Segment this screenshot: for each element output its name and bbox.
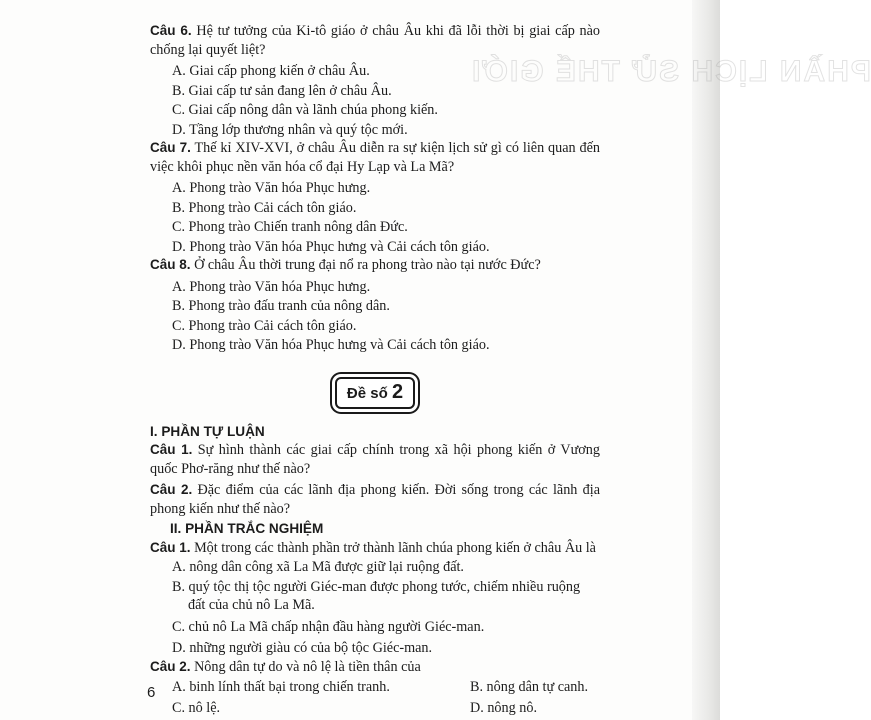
essay-question-1 (150, 441, 600, 478)
page-number: 6 (147, 684, 156, 701)
question-stem: Ở châu Âu thời trung đại nổ ra phong trào nào tại nước Đức? (194, 257, 541, 273)
question-stem: Nông dân tự do và nô lệ là tiền thân của (194, 658, 421, 675)
options-row-2 (150, 699, 600, 718)
question-stem: Đặc điểm của các lãnh địa phong kiến. Đời sống trong các lãnh địa phong kiến như thế nào? (150, 482, 600, 517)
question-stem: Sự hình thành các giai cấp chính trong xã hội phong kiến ở Vương quốc Phơ-răng như thế nào? (150, 442, 600, 477)
option-c: C. Phong trào Chiến tranh nông dân Đức. (172, 219, 408, 235)
question-number: Câu 1. (150, 539, 191, 555)
question-8 (150, 256, 600, 355)
exam-number-badge-wrap (150, 377, 600, 411)
book-spine-shadow (692, 0, 720, 720)
section-heading-multiple-choice: II. PHẦN TRẮC NGHIỆM (170, 521, 324, 536)
question-stem: Một trong các thành phần trở thành lãnh chúa phong kiến ở châu Âu là (194, 539, 596, 556)
option-a: A. Giai cấp phong kiến ở châu Âu. (172, 63, 370, 79)
option-b: B. Phong trào Cải cách tôn giáo. (172, 199, 357, 216)
option-a: A. Phong trào Văn hóa Phục hưng. (172, 180, 371, 196)
option-d: D. những người giàu có của bộ tộc Giéc-man. (172, 640, 433, 656)
question-number: Câu 6. (150, 23, 192, 38)
option-c: C. chủ nô La Mã chấp nhận đầu hàng người Giéc-man. (172, 618, 485, 635)
option-c: C. nô lệ. (172, 699, 221, 716)
option-b: B. quý tộc thị tộc người Giéc-man được phong tước, chiếm nhiều ruộng đất của chủ nô La Mã. (172, 578, 581, 613)
question-7 (150, 139, 600, 256)
essay-question-2 (150, 481, 600, 518)
section-heading-essay: I. PHẦN TỰ LUẬN (150, 423, 265, 439)
bleed-through-watermark: PHẦN LỊCH SỬ THẾ GIỚI (470, 55, 871, 88)
exam-label: Đề số (346, 384, 388, 402)
option-a: A. Phong trào Văn hóa Phục hưng. (172, 278, 371, 295)
question-number: Câu 1. (150, 442, 193, 457)
option-d: D. nông nô. (470, 699, 537, 716)
question-number: Câu 7. (150, 140, 191, 155)
question-stem: Hệ tư tưởng của Ki-tô giáo ở châu Âu khi đã lỗi thời bị giai cấp nào chống lại quyết liệt? (150, 23, 601, 58)
question-6 (150, 22, 600, 139)
page-content (150, 22, 600, 717)
option-d: D. Phong trào Văn hóa Phục hưng và Cải cách tôn giáo. (172, 238, 490, 255)
options-row-1 (150, 678, 600, 697)
option-b: B. nông dân tự canh. (470, 679, 589, 695)
option-b: B. Giai cấp tư sản đang lên ở châu Âu. (172, 82, 392, 99)
option-c: C. Phong trào Cải cách tôn giáo. (172, 317, 357, 334)
question-stem: Thế kỉ XIV-XVI, ở châu Âu diễn ra sự kiện lịch sử gì có liên quan đến việc khôi phục nền văn hóa cổ đại Hy Lạp và La Mã? (150, 140, 601, 175)
exam-number: 2 (391, 380, 404, 403)
option-d: D. Tầng lớp thương nhân và quý tộc mới. (172, 121, 408, 138)
mc-question-1 (150, 539, 600, 658)
question-number: Câu 2. (150, 482, 193, 497)
option-a: A. binh lính thất bại trong chiến tranh. (172, 679, 390, 695)
option-d: D. Phong trào Văn hóa Phục hưng và Cải cách tôn giáo. (172, 337, 490, 353)
question-number: Câu 8. (150, 257, 191, 272)
option-b: B. Phong trào đấu tranh của nông dân. (172, 298, 390, 314)
exam-number-badge (335, 377, 415, 409)
question-number: Câu 2. (150, 658, 191, 674)
option-a: A. nông dân công xã La Mã được giữ lại ruộng đất. (172, 559, 464, 575)
mc-question-2 (150, 658, 600, 718)
option-c: C. Giai cấp nông dân và lãnh chúa phong kiến. (172, 102, 438, 118)
